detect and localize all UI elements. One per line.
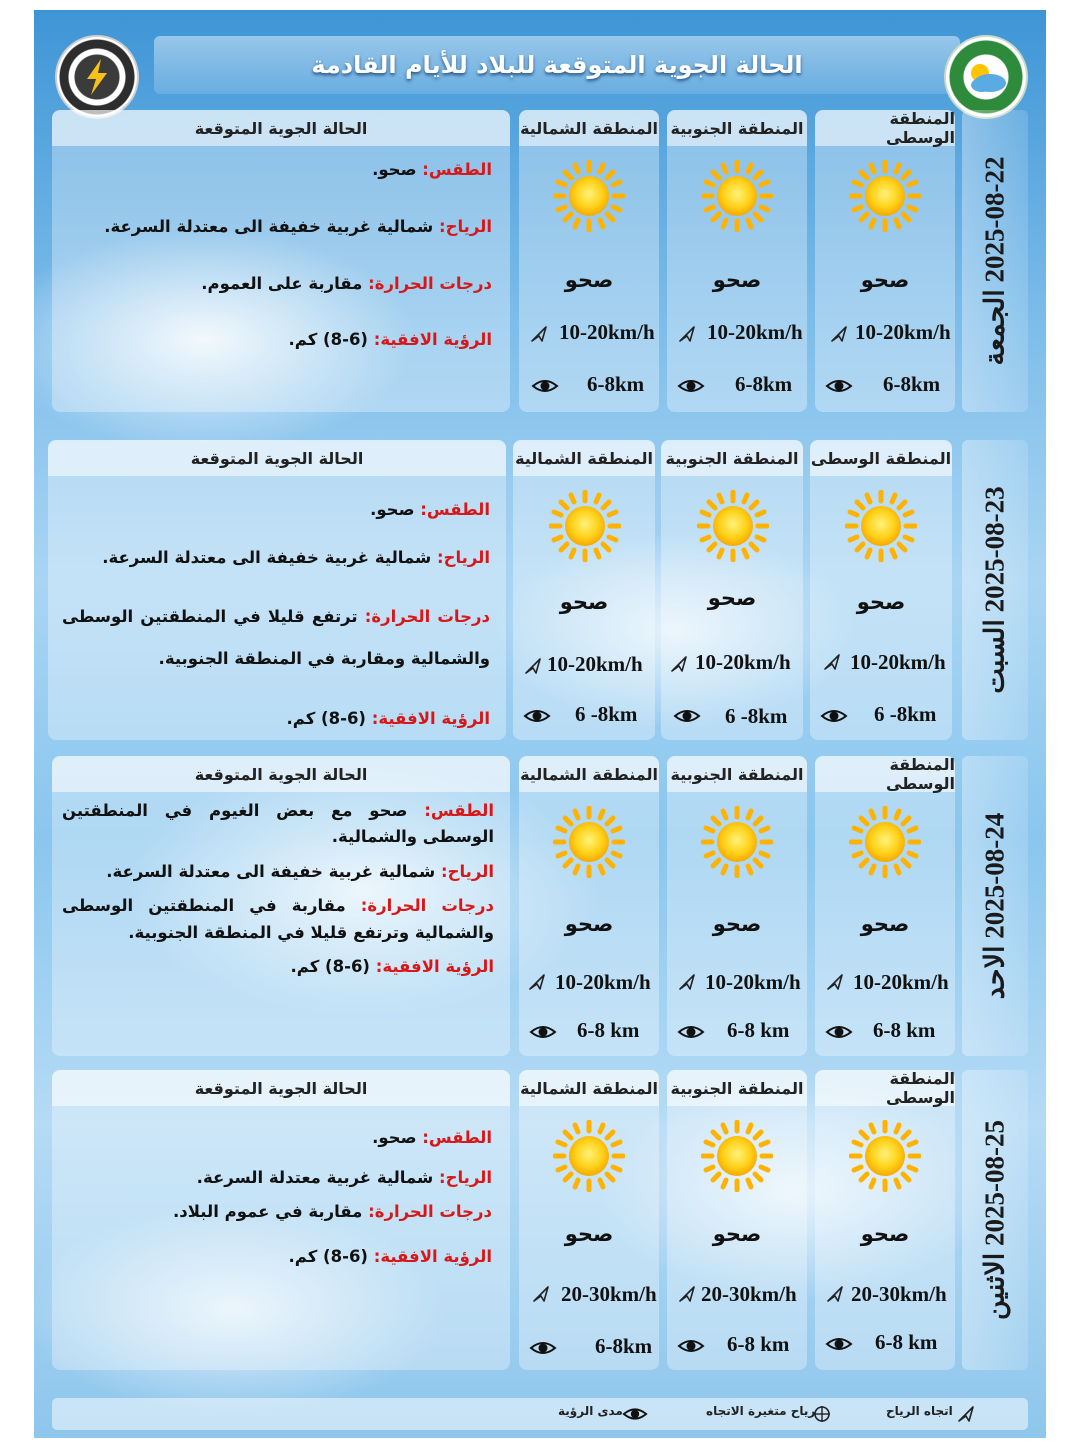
- day-date: 2025-08-23 السبت: [979, 486, 1010, 694]
- forecast-heading: الحالة الجوية المتوقعة: [52, 110, 510, 146]
- temperature-text: مقاربة على العموم.: [201, 273, 369, 293]
- wind-label: الرياح:: [439, 216, 492, 236]
- forecast-text-panel: [48, 440, 506, 740]
- visibility-label: الرؤية الافقية:: [373, 330, 492, 350]
- date-strip: [962, 110, 1028, 412]
- eye-icon: [825, 1022, 853, 1042]
- wind-row: [519, 320, 659, 350]
- region-card-south: [667, 110, 807, 412]
- page-title: الحالة الجوية المتوقعة للبلاد للأيام القادمة: [311, 51, 803, 79]
- forecast-heading: الحالة الجوية المتوقعة: [52, 756, 510, 792]
- region-card-south: [667, 1070, 807, 1370]
- region-card-central: [810, 440, 952, 740]
- visibility-value: 6-8 km: [873, 1018, 936, 1042]
- region-name: المنطقة الوسطى: [815, 110, 955, 146]
- wind-direction-icon: [677, 972, 697, 992]
- condition-label: صحو: [564, 1222, 614, 1246]
- visibility-value: 6 -8km: [725, 704, 788, 728]
- wind-direction-icon: [825, 1284, 845, 1304]
- region-card-central: [815, 110, 955, 412]
- wind-speed: 10-20km/h: [555, 970, 651, 994]
- forecast-details: [62, 798, 494, 980]
- eye-icon: [529, 1022, 557, 1042]
- wind-speed: 10-20km/h: [707, 320, 803, 344]
- weather-text: صحو.: [372, 160, 423, 179]
- weather-text: صحو.: [372, 1128, 423, 1147]
- date-strip: [962, 1070, 1028, 1370]
- header-bar: [154, 36, 960, 94]
- visibility-row: [519, 372, 659, 402]
- wind-row: [667, 320, 807, 350]
- wind-row: [667, 1282, 807, 1312]
- day-date: 2025-08-24 الاحد: [979, 812, 1010, 1000]
- forecast-text-panel: [52, 110, 510, 412]
- date-strip: [962, 440, 1028, 740]
- condition-label: صحو: [564, 268, 614, 292]
- condition-label: صحو: [860, 912, 910, 936]
- wind-direction-icon: [825, 972, 845, 992]
- wind-text: شمالية غربية خفيفة الى معتدلة السرعة.: [106, 861, 441, 881]
- sun-icon: [849, 160, 921, 232]
- eye-icon: [531, 376, 559, 396]
- condition-label: صحو: [860, 268, 910, 292]
- region-card-north: [519, 756, 659, 1056]
- visibility-value: 6-8 km: [875, 1330, 938, 1354]
- wind-direction-icon: [523, 656, 543, 676]
- temperature-text: مقاربة في المنطقتين الوسطى والشمالية وترتفع قليلا في المنطقة الجنوبية.: [62, 896, 494, 942]
- eye-icon: [677, 1022, 705, 1042]
- visibility-row: [519, 1334, 659, 1364]
- visibility-value: 6-8 km: [727, 1332, 790, 1356]
- wind-speed: 10-20km/h: [705, 970, 801, 994]
- temperature-text: مقاربة في عموم البلاد.: [173, 1201, 369, 1221]
- weather-label: الطقس:: [420, 500, 490, 519]
- sun-icon: [849, 1120, 921, 1192]
- wind-speed: 20-30km/h: [561, 1282, 657, 1306]
- sun-icon: [553, 1120, 625, 1192]
- eye-icon: [529, 1338, 557, 1358]
- legend-variable-wind: رياح متغيرة الاتجاه: [706, 1404, 816, 1418]
- wind-row: [815, 320, 955, 350]
- wind-direction-icon: [669, 654, 689, 674]
- date-strip: [962, 756, 1028, 1056]
- forecast-poster: [34, 10, 1046, 1438]
- visibility-value: 6-8 km: [727, 1018, 790, 1042]
- visibility-row: [667, 1018, 807, 1048]
- region-name: المنطقة الشمالية: [519, 1070, 659, 1106]
- wind-direction-icon: [829, 324, 849, 344]
- eye-icon: [820, 706, 848, 726]
- wind-speed: 10-20km/h: [559, 320, 655, 344]
- visibility-label: الرؤية الافقية:: [375, 956, 494, 976]
- weather-text: صحو.: [370, 500, 421, 519]
- eye-icon: [677, 376, 705, 396]
- wind-speed: 10-20km/h: [855, 320, 951, 344]
- wind-label: الرياح:: [441, 861, 494, 881]
- temperature-label: درجات الحرارة:: [360, 896, 494, 916]
- wind-speed: 20-30km/h: [851, 1282, 947, 1306]
- eye-icon: [825, 1334, 853, 1354]
- legend-bar: [52, 1398, 1028, 1430]
- wind-speed: 10-20km/h: [853, 970, 949, 994]
- wind-direction-icon: [956, 1404, 976, 1424]
- sun-icon: [849, 806, 921, 878]
- weather-label: الطقس:: [424, 801, 494, 820]
- visibility-row: [667, 1332, 807, 1362]
- visibility-row: [661, 702, 803, 732]
- wind-direction-icon: [527, 972, 547, 992]
- wind-text: شمالية غربية خفيفة الى معتدلة السرعة.: [104, 216, 439, 236]
- region-name: المنطقة الوسطى: [810, 440, 952, 476]
- region-card-central: [815, 1070, 955, 1370]
- sun-icon: [549, 490, 621, 562]
- weather-text: صحو مع بعض الغيوم في المنطقتين الوسطى والشمالية.: [62, 801, 494, 847]
- region-name: المنطقة الشمالية: [519, 110, 659, 146]
- weather-label: الطقس:: [422, 1128, 492, 1147]
- condition-label: صحو: [707, 586, 757, 610]
- wind-direction-icon: [822, 652, 842, 672]
- wind-text: شمالية غربية معتدلة السرعة.: [196, 1167, 439, 1187]
- eye-icon: [673, 706, 701, 726]
- wind-direction-icon: [529, 324, 549, 344]
- visibility-label: الرؤية الافقية:: [373, 1247, 492, 1267]
- wind-row: [810, 650, 952, 680]
- sun-icon: [845, 490, 917, 562]
- cloud-sun-icon: [946, 37, 1026, 117]
- lightning-icon: [57, 37, 137, 117]
- eye-icon: [825, 376, 853, 396]
- visibility-row: [815, 372, 955, 402]
- sun-icon: [553, 160, 625, 232]
- condition-label: صحو: [856, 590, 906, 614]
- wind-speed: 10-20km/h: [695, 650, 791, 674]
- sun-icon: [701, 160, 773, 232]
- wind-direction-icon: [531, 1284, 551, 1304]
- forecasting-unit-logo: [55, 35, 139, 119]
- sun-icon: [701, 1120, 773, 1192]
- region-name: المنطقة الوسطى: [815, 756, 955, 792]
- region-name: المنطقة الجنوبية: [667, 1070, 807, 1106]
- wind-text: شمالية غربية خفيفة الى معتدلة السرعة.: [102, 547, 437, 567]
- wind-speed: 10-20km/h: [547, 652, 643, 676]
- temperature-label: درجات الحرارة:: [368, 273, 492, 293]
- visibility-row: [815, 1330, 955, 1360]
- region-name: المنطقة الجنوبية: [667, 756, 807, 792]
- wind-direction-icon: [677, 324, 697, 344]
- visibility-text: (6-8) كم.: [286, 709, 372, 729]
- visibility-text: (6-8) كم.: [288, 330, 374, 350]
- wind-speed: 20-30km/h: [701, 1282, 797, 1306]
- forecast-details: [64, 1128, 492, 1267]
- temperature-label: درجات الحرارة:: [364, 606, 490, 626]
- wind-direction-icon: [677, 1284, 697, 1304]
- region-card-central: [815, 756, 955, 1056]
- eye-icon: [677, 1336, 705, 1356]
- forecast-details: [64, 160, 492, 350]
- visibility-value: 6-8km: [587, 372, 645, 396]
- sun-icon: [697, 490, 769, 562]
- eye-icon: [523, 706, 551, 726]
- wind-row: [815, 1282, 955, 1312]
- region-card-north: [519, 1070, 659, 1370]
- wind-row: [513, 652, 655, 682]
- wind-label: الرياح:: [437, 547, 490, 567]
- eye-icon: [622, 1404, 648, 1424]
- meteorological-authority-logo: [944, 35, 1028, 119]
- region-card-south: [661, 440, 803, 740]
- region-card-north: [519, 110, 659, 412]
- wind-row: [815, 970, 955, 1000]
- day-date: 2025-08-22 الجمعة: [979, 156, 1010, 366]
- visibility-value: 6 -8km: [575, 702, 638, 726]
- wind-row: [667, 970, 807, 1000]
- condition-label: صحو: [564, 912, 614, 936]
- wind-label: الرياح:: [439, 1167, 492, 1187]
- condition-label: صحو: [712, 912, 762, 936]
- visibility-text: (6-8) كم.: [290, 956, 376, 976]
- wind-speed: 10-20km/h: [850, 650, 946, 674]
- region-name: المنطقة الشمالية: [513, 440, 655, 476]
- visibility-row: [667, 372, 807, 402]
- visibility-value: 6 -8km: [874, 702, 937, 726]
- visibility-row: [810, 702, 952, 732]
- region-name: المنطقة الوسطى: [815, 1070, 955, 1106]
- temperature-text: ترتفع قليلا في المنطقتين الوسطى والشمالية ومقاربة في المنطقة الجنوبية.: [62, 606, 490, 669]
- visibility-row: [815, 1018, 955, 1048]
- forecast-heading: الحالة الجوية المتوقعة: [48, 440, 506, 476]
- forecast-text-panel: [52, 1070, 510, 1370]
- condition-label: صحو: [559, 590, 609, 614]
- wind-row: [519, 1282, 659, 1312]
- visibility-value: 6-8km: [735, 372, 793, 396]
- legend-wind-direction: اتجاه الرياح: [886, 1404, 953, 1418]
- weather-label: الطقس:: [422, 160, 492, 179]
- visibility-value: 6-8km: [883, 372, 941, 396]
- forecast-text-panel: [52, 756, 510, 1056]
- region-card-north: [513, 440, 655, 740]
- temperature-label: درجات الحرارة:: [368, 1201, 492, 1221]
- forecast-heading: الحالة الجوية المتوقعة: [52, 1070, 510, 1106]
- condition-label: صحو: [712, 268, 762, 292]
- sun-icon: [701, 806, 773, 878]
- wind-row: [661, 650, 803, 680]
- wind-row: [519, 970, 659, 1000]
- legend-visibility: مدى الرؤية: [558, 1404, 623, 1418]
- forecast-details: [62, 500, 490, 729]
- condition-label: صحو: [860, 1222, 910, 1246]
- region-name: المنطقة الجنوبية: [667, 110, 807, 146]
- visibility-text: (6-8) كم.: [288, 1247, 374, 1267]
- visibility-value: 6-8km: [595, 1334, 653, 1358]
- sun-icon: [553, 806, 625, 878]
- visibility-value: 6-8 km: [577, 1018, 640, 1042]
- region-card-south: [667, 756, 807, 1056]
- region-name: المنطقة الشمالية: [519, 756, 659, 792]
- visibility-row: [519, 1018, 659, 1048]
- condition-label: صحو: [712, 1222, 762, 1246]
- day-date: 2025-08-25 الاثنين: [979, 1120, 1010, 1320]
- visibility-label: الرؤية الافقية:: [371, 709, 490, 729]
- region-name: المنطقة الجنوبية: [661, 440, 803, 476]
- visibility-row: [513, 702, 655, 732]
